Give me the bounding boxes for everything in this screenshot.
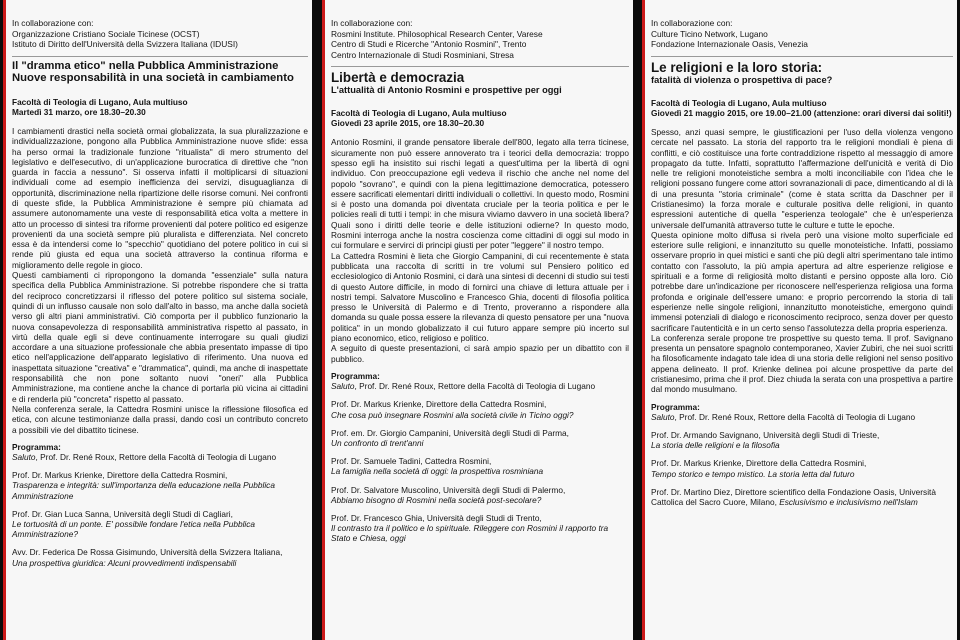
program-talk-title: Esclusivismo e inclusivismo nell'Islam [779,497,918,508]
program-speaker: , Prof. Dr. René Roux, Rettore della Facoltà di Teologia di Lugano [354,381,596,392]
collab-intro: In collaborazione con: [651,18,733,28]
program-item [12,470,308,501]
event-venue [331,108,629,128]
collaboration-block [651,18,953,50]
divider [331,66,629,67]
event-column-2 [322,0,633,640]
venue-name: Facoltà di Teologia di Lugano, Aula multiuso [651,97,827,108]
programma-heading: Programma: [651,401,700,412]
program-speaker: Prof. Dr. Markus Krienke, Direttore della Cattedra Rosmini, [651,458,867,469]
program-speaker: Prof. Dr. Gian Luca Sanna, Università degli Studi di Cagliari, [12,508,233,519]
program-role: Saluto [651,411,675,422]
event-subtitle: L'attualità di Antonio Rosmini e prospettive per oggi [331,85,562,95]
programma-heading: Programma: [12,441,61,452]
event-title: Il "dramma etico" nella Pubblica Amministrazione [12,59,279,72]
paragraph: Nella conferenza serale, la Cattedra Rosmini unisce la riflessione filosofica ed etica, con alcune testimonianze dalla prassi, dando così un contributo concreto a possibili vie del dibattito ticinese. [12,403,308,435]
program-speaker: Avv. Dr. Federica De Rossa Gisimundo, Università della Svizzera Italiana, [12,547,283,558]
event-subtitle: fatalità di violenza o prospettiva di pace? [651,74,833,85]
program-talk-title: Tempo storico e tempo mistico. La storia letta dal futuro [651,468,855,479]
collab-partner: Centro Internazionale di Studi Rosminiani, Stresa [331,49,514,60]
program-item [12,547,308,567]
event-description [331,137,629,364]
paragraph: La Cattedra Rosmini è lieta che Giorgio Campanini, di cui recentemente è stata pubblicata una raccolta di scritti in tre volumi sul Pensiero politico ed ecclesiologico di Antonio Rosmini, ci darà una sintesi di decenni di studio sui testi di questo Autore difficile, in modo di fornirci una chiave di lettura attuale per i nostri tempi. Salvatore Muscolino e Francesco Ghia, docenti di filosofia politica presso le Università di Palermo e di Trento, proveranno a rispondere alla domanda su quale possa essere la rilevanza di questo pensatore per una "nuova politica" in un mondo globalizzato il cui futuro appare sempre più incerto sul piano economico, etico, religioso e politico. [331,250,629,344]
paragraph: Spesso, anzi quasi sempre, le giustificazioni per l'uso della violenza vengono cercate nel passato. La storia del rapporto tra le religioni mondiali è piena di conflitti, e ciò costituisce una forte contraddizione rispetto al messaggio di amore propagato da tutte. Infatti, soprattutto l'affermazione dell'unicità e verità di Dio nelle tre religioni monoteistiche sembra a molti inconciliabile con l'idea che le religioni possano fungere come attori sovranazionali di pace, dimenticando al di là di una presunta "storia criminale" (come è stata scritta da Daschner per il Cristianesimo) la forza morale e culturale positiva delle religioni, in quanto espressioni autentiche di quella "esperienza teologale" che è un'esperienza universale dell'umanità attraverso tutte le culture e tutte le epoche. [651,126,953,230]
program-item [331,381,629,391]
program-role: Saluto [12,452,36,463]
program-item [331,456,629,476]
program-role: Saluto [331,381,355,392]
program-talk-title: Un confronto di trent'anni [331,437,424,448]
event-date: Martedì 31 marzo, ore 18.30–20.30 [12,106,146,117]
program-speaker: Prof. Dr. Markus Krienke, Direttore della Cattedra Rosmini, [12,470,228,481]
paragraph: La conferenza serale propone tre prospettive su questo tema. Il prof. Savignano presenta un pensatore spagnolo contemporaneo, Xavier Zubiri, che nei suoi scritti ha filosoficamente indagato tale idea di una storia delle religioni nel senso positivo appena delineato. Il prof. Krienke delinea poi alcune prospettive da parte del cristianesimo, prima che il prof. Diez chiuda la serata con una prospettiva a partire dal mondo musulmano. [651,332,953,395]
program-talk-title: Trasparenza e integrità: sull'importanza della educazione nella Pubblica Amministrazione [12,480,275,501]
program-talk-title: Il contrasto tra il politico e lo spirituale. Rileggere con Rosmini il rapporto tra Stato e Chiesa, oggi [331,523,609,544]
event-description [12,126,308,435]
event-venue [651,98,953,118]
program-item [651,412,953,422]
program-item [651,430,953,450]
program-talk-title: Che cosa può insegnare Rosmini alla società civile in Ticino oggi? [331,409,574,420]
paragraph: Questi cambiamenti ci ripropongono la domanda "essenziale" sulla natura specifica della Pubblica Amministrazione. Si potrebbe rispondere che si tratta del reciproco concretizzarsi il riflesso del potere politico sul sistema sociale, quindi di un influsso causale non solo dall'alto in basso, ma anche dalla società verso gli altri piani amministrativi. Ciò comporta per il pubblico funzionario la nuova consapevolezza di responsabilità amministrativa rispetto al passato, in virtù della quale egli si deve continuamente interrogare su quali giudizi accordare a una situazione professionale che abbia presentato impasse di tipo etico nell'applicazione dell'apparato legislativo di riferimento. Una nuova ed inaspettata situazione "creativa" e "drammatica", quindi, ma anche di inaspettate responsabilità che non pone soltanto nuovi "oneri" alla Pubblica Amministrazione, ma contiene anche la chance di portarla più vicina ai cittadini e di renderla più "concreta" rispetto al passato. [12,270,308,404]
event-title: Libertà e democrazia [331,70,465,85]
program-speaker: , Prof. Dr. René Roux, Rettore della Facoltà di Teologia di Lugano [674,411,916,422]
program-item [12,509,308,540]
collab-partner: Organizzazione Cristiano Sociale Ticinese (OCST) [12,28,200,39]
program-item [331,428,629,448]
program-item [651,458,953,478]
program-item [651,487,953,507]
event-column-3 [642,0,957,640]
event-venue [12,97,308,117]
paragraph: Antonio Rosmini, il grande pensatore liberale dell'800, legato alla terra ticinese, sicuramente non può essere annoverato tra i teorici della democrazia: troppo spesso egli ha insistito sui rischi legati a quest'ultima per la libertà di ogni individuo. Con preoccupazione egli vedeva il rischio che anche nel nome del popolo "sovrano", e quindi con la piena legittimazione democratica, potessero essere sacrificati elementari diritti individuali o collettivi. In questo modo, Rosmini si è posto una domanda poi diventata cruciale per la teoria politica e per le policies reali di tutti i tempi: in che misura viviamo davvero in una società libera? Quali sono i diritti delle teorie e delle istituzioni odierne? In questo modo, Rosmini interroga anche la nostra coscienza come cittadini di oggi sul modo in cui formulare e servirci di principi giusti per poter "leggere" il nostro tempo. [331,137,629,251]
collab-partner: Fondazione Internazionale Oasis, Venezia [651,39,808,49]
program-item [331,399,629,419]
event-column-1 [3,0,312,640]
program-speaker: Prof. Dr. Armando Savignano, Università degli Studi di Trieste, [651,430,880,441]
divider [12,56,308,57]
paragraph: I cambiamenti drastici nella società ormai globalizzata, la sua pluralizzazione e individualizzazione, pongono alla Pubblica Amministrazione nuove sfide: essa ha perso ormai la tradizionale funzione "ritualista" di mero strumento del legislativo e dell'esecutivo, di un'applicazione burocratica di direttive che "non guarda in faccia a nessuno". Si osserva infatti il moltiplicarsi di situazioni individuali come ad esempio inefficienza dei servizi, disuguaglianza di opportunità, discriminazione nella ripartizione delle risorse comuni. Nei confronti di queste sfide, la Pubblica Amministrazione è sempre più chiamata ad assumere autonomamente una veste di responsabilità etica volta a mettere in atto un processo di sintesi tra riforme provenienti dal potere politico ed esigenze provenienti da una società sempre più pluralista e differenziata. Nel concreto essa è da intendersi come lo "specchio" quotidiano del potere politico in cui si rende più giusta ed equa una società attraverso la continua riforma e miglioramento delle regole in gioco. [12,125,308,270]
venue-name: Facoltà di Teologia di Lugano, Aula multiuso [12,96,188,107]
event-description [651,127,953,395]
collaboration-block [12,18,308,50]
program-talk-title: Le tortuosità di un ponte. E' possibile fondare l'etica nella Pubblica Amministrazione? [12,519,256,540]
program-item [12,452,308,462]
venue-name: Facoltà di Teologia di Lugano, Aula multiuso [331,108,507,118]
program-talk-title: La storia delle religioni e la filosofia [651,440,780,451]
program-talk-title: Abbiamo bisogno di Rosmini nella società post-secolare? [331,494,542,505]
program-item [331,513,629,544]
program-speaker: Prof. Dr. Salvatore Muscolino, Università degli Studi di Palermo, [331,484,566,495]
paragraph: Questa opinione molto diffusa si rivela però una visione molto superficiale ed esteriore sulle religioni, e innanzitutto su quelle monoteistiche. Infatti, possiamo osservare proprio in quei mistici e santi che più degli altri sperimentano tale intimo contatto con l'assoluto, la più ampia apertura ad altre esperienze religiose e spirituali e a forme di religiosità molto distanti e persino opposte alla loro. Ciò potrebbe dare un'indicazione per riconoscere nell'esperienza religiosa una forma profonda e originale dell'essere umano: e proprio percorrendo la storia di tali esperienze nelle singole religioni, innanzitutto monoteistiche, emergono quindi immensi potenziali di dialogo e riconoscimento reciproco, senza dover per questo sacrificare l'autenticità e in un certo senso l'assolutezza della propria esperienza. [651,229,953,333]
program-item [331,485,629,505]
program-speaker: Prof. Dr. Samuele Tadini, Cattedra Rosmini, [331,456,492,467]
collab-partner: Culture Ticino Network, Lugano [651,28,768,39]
collaboration-block [331,18,629,60]
program-speaker: Prof. Dr. Markus Krienke, Direttore della Cattedra Rosmini, [331,399,547,410]
divider [651,56,953,57]
collab-partner: Centro di Studi e Ricerche "Antonio Rosmini", Trento [331,39,527,49]
event-subtitle: Nuove responsabilità in una società in cambiamento [12,72,294,84]
program-speaker: Prof. em. Dr. Giorgio Campanini, Università degli Studi di Parma, [331,427,569,438]
program-talk-title: Una prospettiva giuridica: Alcuni provvedimenti indispensabili [12,557,237,568]
collab-intro: In collaborazione con: [331,18,413,28]
event-title: Le religioni e la loro storia: [651,59,823,75]
collab-partner: Rosmini Institute. Philosophical Research Center, Varese [331,28,543,39]
collab-partner: Istituto di Diritto dell'Università della Svizzera Italiana (IDUSI) [12,39,238,49]
program-talk-title: La famiglia nella società di oggi: la prospettiva rosminiana [331,466,544,477]
paragraph: A seguito di queste presentazioni, ci sarà ampio spazio per un dibattito con il pubblico. [331,343,629,364]
program-speaker: Prof. Dr. Martino Diez, Direttore scientifico della Fondazione Oasis, Università Cattolica del Sacro Cuore, Milano, [651,486,936,508]
program-speaker: Prof. Dr. Francesco Ghia, Università degli Studi di Trento, [331,512,542,523]
event-date: Giovedì 23 aprile 2015, ore 18.30–20.30 [331,118,485,129]
programma-heading: Programma: [331,370,380,381]
collab-intro: In collaborazione con: [12,18,94,28]
program-speaker: , Prof. Dr. René Roux, Rettore della Facoltà di Teologia di Lugano [35,452,277,463]
event-date: Giovedì 21 maggio 2015, ore 19.00–21.00 (attenzione: orari diversi dai soliti!) [651,107,952,118]
